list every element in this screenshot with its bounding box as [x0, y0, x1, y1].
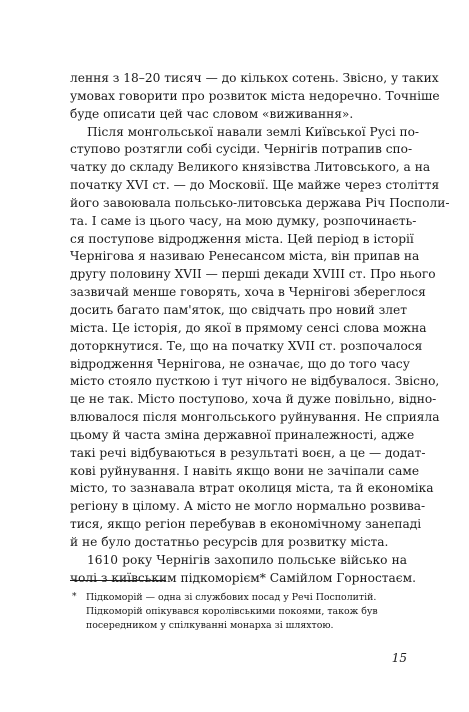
text-line: Після монгольської навали землі Київської Русі по- [87, 124, 420, 139]
text-line: його завоювала польсько-литовська держава Річ Посполи- [70, 195, 450, 210]
text-line: умовах говорити про розвиток міста недоречно. Точніше [70, 88, 440, 103]
main-text [70, 70, 450, 587]
text-line: Чернігова я називаю Ренесансом міста, він припав на [70, 249, 420, 264]
text-line: та. І саме із цього часу, на мою думку, розпочинаєть- [70, 213, 417, 228]
footnote-line: Підкоморій опікувався королівськими покоями, також був [86, 606, 378, 617]
text-line: 1610 року Чернігів захопило польське військо на [87, 552, 407, 567]
text-line: чолі з київським підкоморієм* Самійлом Горностаєм. [70, 570, 416, 585]
text-line: влювалося після монгольського руйнування. Не сприяла [70, 410, 440, 425]
text-line: досить багато пам'яток, що свідчать про новий злет [70, 302, 407, 317]
text-line: міста. Це історія, до якої в прямому сенсі слова можна [70, 320, 427, 335]
text-line: місто, то зазнавала втрат околиця міста, та й економіка [70, 481, 434, 496]
text-line: місто стояло пусткою і тут нічого не відбувалося. Звісно, [70, 374, 440, 389]
text-line: й не було достатньо ресурсів для розвитку міста. [70, 534, 389, 549]
text-line: це не так. Місто поступово, хоча й дуже повільно, відно- [70, 392, 437, 407]
text-line: регіону в цілому. А місто не могло нормально розвива- [70, 499, 426, 514]
footnote-line: Підкоморій — одна зі службових посад у Речі Посполитій. [86, 592, 377, 603]
page-number: 15 [391, 651, 407, 665]
text-line: чатку до складу Великого князівства Литовського, а на [70, 160, 431, 175]
text-line: такі речі відбуваються в результаті воєн, а це — додат- [70, 445, 426, 460]
text-line: зазвичай менше говорять, хоча в Чернігові збереглося [70, 285, 426, 300]
text-line: буде описати цей час словом «виживання». [70, 106, 354, 121]
text-line: кові руйнування. І навіть якщо вони не зачіпали саме [70, 463, 420, 478]
text-line: лення з 18–20 тисяч — до кількох сотень. Звісно, у таких [70, 71, 439, 85]
footnote-line: посередником у спілкуванні монарха зі шляхтою. [86, 620, 334, 631]
text-line: початку XVI ст. — до Московії. Ще майже через століття [70, 178, 440, 193]
footnote-divider [70, 580, 166, 581]
footnote-marker: * [72, 592, 77, 602]
text-line: другу половину XVII — перші декади XVIII ст. Про нього [70, 267, 436, 282]
text-line: ступово розтягли собі сусіди. Чернігів потрапив спо- [70, 142, 413, 157]
text-line: відродження Чернігова, не означає, що до того часу [70, 356, 410, 371]
text-line: цьому й часта зміна державної приналежності, адже [70, 427, 415, 442]
text-line: доторкнутися. Те, що на початку XVII ст. розпочалося [70, 338, 423, 353]
text-line: ся поступове відродження міста. Цей період в історії [70, 231, 414, 246]
text-line: тися, якщо регіон перебував в економічному занепаді [70, 517, 422, 532]
footnote [86, 591, 406, 633]
